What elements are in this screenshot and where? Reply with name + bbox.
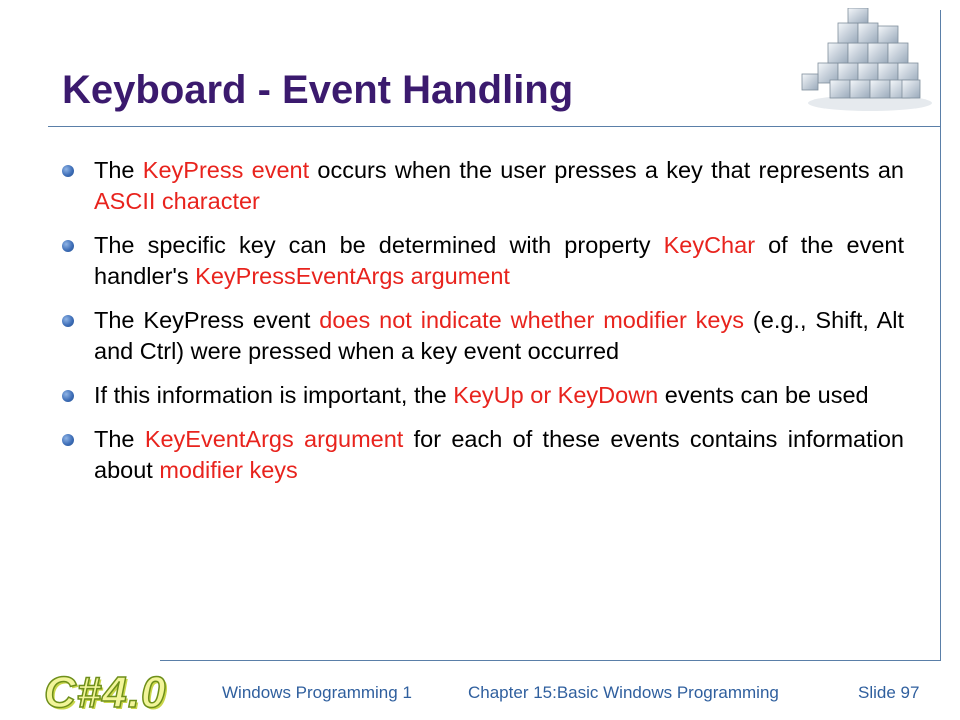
bullet-item xyxy=(62,380,904,411)
highlighted-text: does not indicate whether modifier keys xyxy=(319,307,745,333)
bullet-text: The KeyPress event xyxy=(94,307,320,333)
bullet-text: for each of these events contains information about xyxy=(94,426,904,483)
bullet-dot-icon xyxy=(62,315,74,327)
bullet-text: If this information is important, the xyxy=(94,382,454,408)
bullet-text: occurs when the user presses a key that represents an xyxy=(309,157,904,183)
bullet-dot-icon xyxy=(62,390,74,402)
highlighted-text: KeyUp or KeyDown xyxy=(453,382,659,408)
bullet-dot-icon xyxy=(62,434,74,446)
slide-title: Keyboard - Event Handling xyxy=(62,68,574,112)
bullet-text: The xyxy=(94,426,145,452)
csharp-logo: C#4.0 xyxy=(44,668,167,717)
bullet-text: The specific key can be determined with property xyxy=(94,232,664,258)
frame-line-right xyxy=(940,10,941,660)
highlighted-text: KeyPressEventArgs argument xyxy=(195,263,510,289)
bullet-dot-icon xyxy=(62,165,74,177)
frame-line-bottom xyxy=(160,660,941,661)
cube-stack-icon xyxy=(790,8,940,113)
footer-slide-number: Slide 97 xyxy=(858,683,920,702)
highlighted-text: KeyEventArgs argument xyxy=(144,426,404,452)
bullet-item xyxy=(62,155,904,217)
highlighted-text: KeyPress event xyxy=(142,157,310,183)
highlighted-text: modifier keys xyxy=(159,457,298,483)
bullet-item xyxy=(62,305,904,367)
bullet-dot-icon xyxy=(62,240,74,252)
title-underline xyxy=(48,126,941,127)
highlighted-text: ASCII character xyxy=(94,188,260,214)
footer-chapter: Chapter 15:Basic Windows Programming xyxy=(468,683,779,702)
bullet-text: of the event handler's xyxy=(94,232,904,289)
bullet-item xyxy=(62,424,904,486)
bullet-text: The xyxy=(94,157,143,183)
footer-course: Windows Programming 1 xyxy=(222,683,412,702)
bullet-text: events can be used xyxy=(658,382,869,408)
highlighted-text: KeyChar xyxy=(663,232,756,258)
bullet-list xyxy=(62,155,904,499)
bullet-item xyxy=(62,230,904,292)
bullet-text: (e.g., Shift, Alt and Ctrl) were pressed when a key event occurred xyxy=(94,307,904,364)
